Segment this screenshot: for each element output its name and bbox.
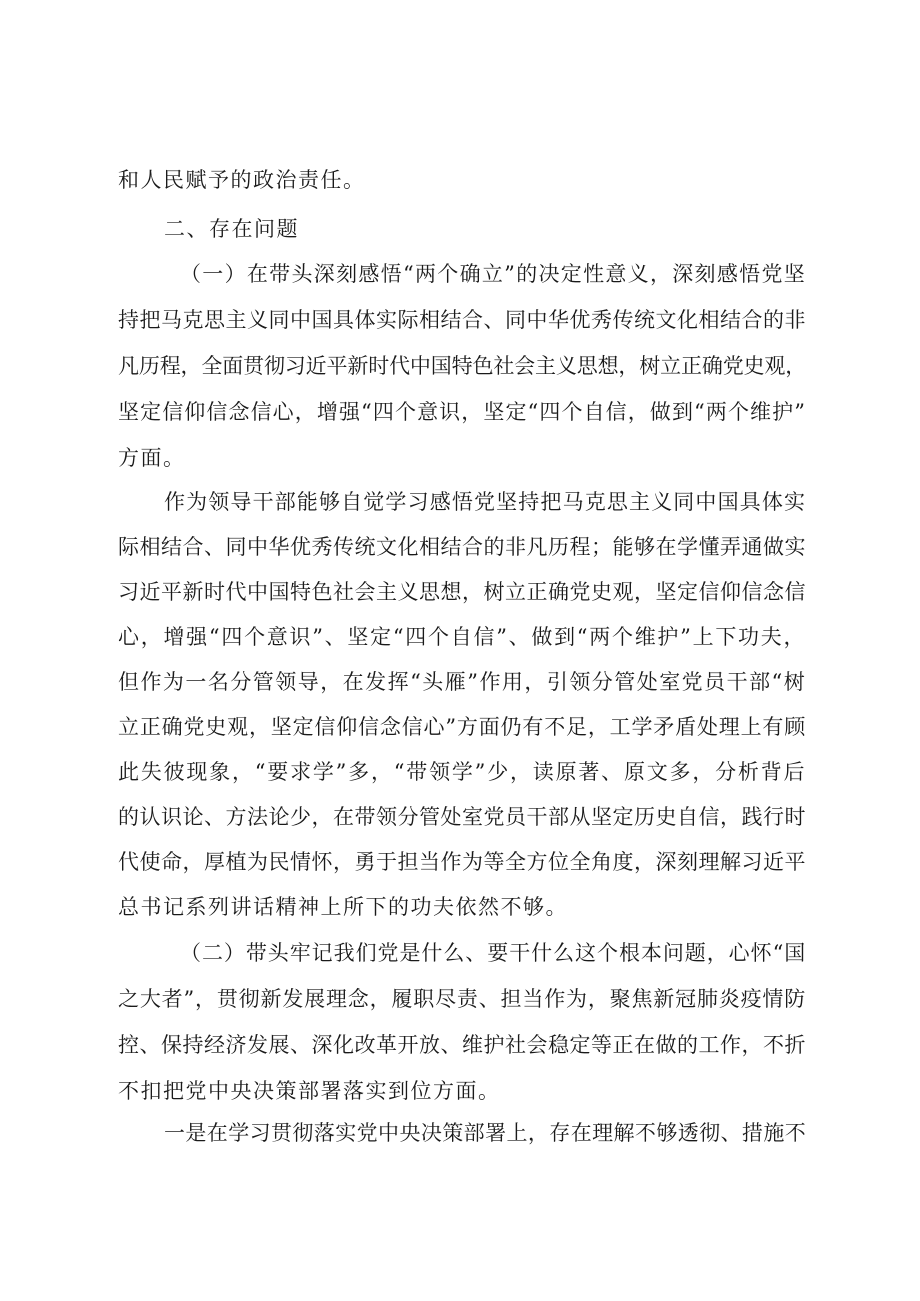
text-line: 心，增强“四个意识”、坚定“四个自信”、做到“两个维护”上下功夫， bbox=[118, 625, 806, 649]
text-line: 持把马克思主义同中国具体实际相结合、同中华优秀传统文化相结合的非 bbox=[118, 308, 806, 332]
text-line: 立正确党史观，坚定信仰信念信心”方面仍有不足，工学矛盾处理上有顾 bbox=[118, 715, 806, 739]
paragraph-item-two bbox=[118, 933, 806, 1111]
text-line: 二、存在问题 bbox=[164, 217, 299, 241]
text-line: 凡历程，全面贯彻习近平新时代中国特色社会主义思想，树立正确党史观， bbox=[118, 354, 806, 378]
paragraph-leader-study bbox=[118, 482, 806, 927]
text-line: 控、保持经济发展、深化改革开放、维护社会稳定等正在做的工作，不折 bbox=[118, 1033, 806, 1057]
text-line: 和人民赋予的政治责任。 bbox=[118, 168, 366, 192]
text-line: 但作为一名分管领导，在发挥“头雁”作用，引领分管处室党员干部“树 bbox=[118, 670, 806, 694]
section-heading bbox=[118, 209, 806, 249]
text-line: 的认识论、方法论少，在带领分管处室党员干部从坚定历史自信，践行时 bbox=[118, 805, 806, 829]
text-line: 习近平新时代中国特色社会主义思想，树立正确党史观，坚定信仰信念信 bbox=[118, 580, 806, 604]
text-line: 代使命，厚植为民情怀，勇于担当作为等全方位全角度，深刻理解习近平 bbox=[118, 850, 806, 874]
text-line: 此失彼现象，“要求学”多，“带领学”少，读原著、原文多，分析背后 bbox=[118, 760, 806, 784]
paragraph-point-one bbox=[118, 1113, 806, 1153]
text-line: 作为领导干部能够自觉学习感悟党坚持把马克思主义同中国具体实 bbox=[164, 490, 806, 514]
text-line: 总书记系列讲话精神上所下的功夫依然不够。 bbox=[118, 895, 568, 919]
text-line: 坚定信仰信念信心，增强“四个意识，坚定“四个自信，做到“两个维护” bbox=[118, 400, 806, 424]
text-line: （二）带头牢记我们党是什么、要干什么这个根本问题，心怀“国 bbox=[180, 941, 806, 965]
text-line: 之大者”，贯彻新发展理念，履职尽责、担当作为，聚焦新冠肺炎疫情防 bbox=[118, 987, 806, 1011]
paragraph-continuation bbox=[118, 160, 806, 200]
text-line: （一）在带头深刻感悟“两个确立”的决定性意义，深刻感悟党坚 bbox=[180, 262, 806, 286]
text-line: 一是在学习贯彻落实党中央决策部署上，存在理解不够透彻、措施不 bbox=[164, 1121, 806, 1145]
paragraph-item-one bbox=[118, 254, 806, 478]
text-line: 方面。 bbox=[118, 446, 186, 470]
text-line: 不扣把党中央决策部署落实到位方面。 bbox=[118, 1079, 501, 1103]
text-line: 际相结合、同中华优秀传统文化相结合的非凡历程；能够在学懂弄通做实 bbox=[118, 535, 806, 559]
